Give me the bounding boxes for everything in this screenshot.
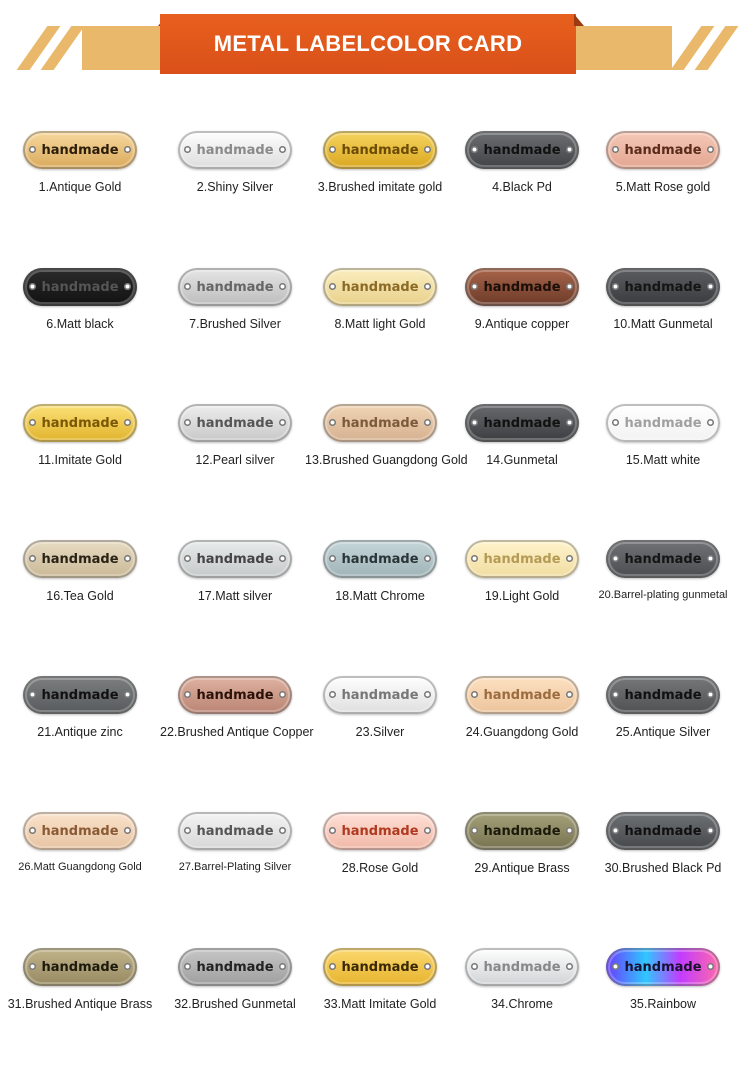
rivet-hole-icon: [424, 555, 431, 562]
label-engraving: handmade: [341, 959, 419, 975]
metal-label-sample: [323, 268, 437, 306]
swatch-item: [160, 529, 310, 629]
rivet-hole-icon: [707, 827, 714, 834]
metal-label-sample: [23, 131, 137, 169]
swatch-item: [305, 801, 455, 901]
metal-label-sample: [465, 268, 579, 306]
metal-label-sample: [606, 812, 720, 850]
rivet-hole-icon: [424, 146, 431, 153]
rivet-hole-icon: [279, 691, 286, 698]
finish-name: 30.Brushed Black Pd: [604, 861, 722, 875]
swatch-item: [447, 937, 597, 1037]
finish-name: 33.Matt Imitate Gold: [323, 997, 437, 1011]
label-engraving: handmade: [341, 279, 419, 295]
rivet-hole-icon: [29, 691, 36, 698]
label-engraving: handmade: [483, 415, 561, 431]
swatch-item: [5, 801, 155, 901]
label-engraving: handmade: [341, 142, 419, 158]
rivet-hole-icon: [29, 419, 36, 426]
rivet-hole-icon: [329, 283, 336, 290]
metal-label-sample: [323, 676, 437, 714]
swatch-item: [447, 120, 597, 220]
swatch-row: [0, 937, 750, 1073]
finish-name: 27.Barrel-Plating Silver: [178, 861, 292, 873]
swatch-item: [588, 257, 738, 357]
metal-label-sample: [23, 268, 137, 306]
finish-name: 7.Brushed Silver: [189, 317, 281, 331]
swatch-item: [160, 665, 314, 765]
rivet-hole-icon: [566, 691, 573, 698]
label-engraving: handmade: [196, 551, 274, 567]
finish-name: 35.Rainbow: [629, 997, 696, 1011]
rivet-hole-icon: [471, 827, 478, 834]
rivet-hole-icon: [566, 963, 573, 970]
decor-bar-right: [576, 26, 672, 70]
swatch-item: [160, 937, 310, 1037]
swatch-item: [5, 937, 155, 1037]
label-engraving: handmade: [341, 551, 419, 567]
page-title: METAL LABELCOLOR CARD: [160, 14, 576, 74]
metal-label-sample: [323, 540, 437, 578]
rivet-hole-icon: [566, 283, 573, 290]
label-engraving: handmade: [341, 687, 419, 703]
finish-name: 25.Antique Silver: [615, 725, 711, 739]
label-engraving: handmade: [483, 142, 561, 158]
rivet-hole-icon: [612, 146, 619, 153]
swatch-row: [0, 529, 750, 665]
finish-name: 4.Black Pd: [492, 180, 552, 194]
finish-name: 29.Antique Brass: [474, 861, 570, 875]
label-engraving: handmade: [196, 959, 274, 975]
label-engraving: handmade: [624, 959, 702, 975]
metal-label-sample: [323, 131, 437, 169]
rivet-hole-icon: [184, 827, 191, 834]
rivet-hole-icon: [471, 419, 478, 426]
finish-name: 19.Light Gold: [484, 589, 560, 603]
metal-label-sample: [178, 676, 292, 714]
rivet-hole-icon: [612, 827, 619, 834]
rivet-hole-icon: [329, 691, 336, 698]
rivet-hole-icon: [424, 419, 431, 426]
finish-name: 17.Matt silver: [197, 589, 273, 603]
rivet-hole-icon: [329, 419, 336, 426]
label-engraving: handmade: [41, 959, 119, 975]
metal-label-sample: [465, 540, 579, 578]
rivet-hole-icon: [29, 827, 36, 834]
metal-label-sample: [323, 404, 437, 442]
finish-name: 12.Pearl silver: [195, 453, 275, 467]
label-engraving: handmade: [196, 142, 274, 158]
finish-name: 13.Brushed Guangdong Gold: [305, 453, 468, 467]
label-engraving: handmade: [624, 142, 702, 158]
label-engraving: handmade: [341, 823, 419, 839]
rivet-hole-icon: [279, 283, 286, 290]
label-engraving: handmade: [196, 279, 274, 295]
swatch-item: [447, 529, 597, 629]
metal-label-sample: [178, 404, 292, 442]
label-engraving: handmade: [196, 687, 274, 703]
rivet-hole-icon: [279, 146, 286, 153]
label-engraving: handmade: [624, 687, 702, 703]
finish-name: 28.Rose Gold: [341, 861, 419, 875]
label-engraving: handmade: [624, 279, 702, 295]
swatch-item: [5, 257, 155, 357]
header: [0, 0, 750, 80]
swatch-item: [305, 120, 455, 220]
metal-label-sample: [465, 948, 579, 986]
rivet-hole-icon: [329, 555, 336, 562]
metal-label-sample: [323, 948, 437, 986]
label-engraving: handmade: [41, 551, 119, 567]
metal-label-sample: [606, 948, 720, 986]
rivet-hole-icon: [424, 963, 431, 970]
label-engraving: handmade: [624, 551, 702, 567]
rivet-hole-icon: [29, 283, 36, 290]
rivet-hole-icon: [124, 827, 131, 834]
swatch-item: [447, 393, 597, 493]
rivet-hole-icon: [471, 963, 478, 970]
label-engraving: handmade: [41, 687, 119, 703]
rivet-hole-icon: [279, 419, 286, 426]
swatch-row: [0, 801, 750, 937]
rivet-hole-icon: [612, 555, 619, 562]
label-engraving: handmade: [624, 415, 702, 431]
finish-name: 9.Antique copper: [474, 317, 570, 331]
finish-name: 32.Brushed Gunmetal: [174, 997, 296, 1011]
finish-name: 21.Antique zinc: [37, 725, 123, 739]
swatch-item: [5, 393, 155, 493]
swatch-item: [5, 665, 155, 765]
rivet-hole-icon: [184, 555, 191, 562]
rivet-hole-icon: [566, 419, 573, 426]
rivet-hole-icon: [707, 691, 714, 698]
finish-name: 3.Brushed imitate gold: [317, 180, 443, 194]
swatch-item: [160, 801, 310, 901]
swatch-item: [588, 937, 738, 1037]
finish-name: 24.Guangdong Gold: [465, 725, 579, 739]
metal-label-sample: [23, 540, 137, 578]
rivet-hole-icon: [707, 283, 714, 290]
finish-name: 20.Barrel-plating gunmetal: [598, 589, 728, 601]
finish-name: 31.Brushed Antique Brass: [7, 997, 153, 1011]
finish-name: 23.Silver: [355, 725, 405, 739]
rivet-hole-icon: [612, 691, 619, 698]
rivet-hole-icon: [29, 963, 36, 970]
rivet-hole-icon: [124, 419, 131, 426]
rivet-hole-icon: [184, 691, 191, 698]
rivet-hole-icon: [471, 691, 478, 698]
rivet-hole-icon: [566, 146, 573, 153]
label-engraving: handmade: [483, 687, 561, 703]
metal-label-sample: [323, 812, 437, 850]
finish-name: 26.Matt Guangdong Gold: [18, 861, 142, 873]
banner-fold-right: [574, 14, 584, 26]
label-engraving: handmade: [196, 823, 274, 839]
rivet-hole-icon: [424, 283, 431, 290]
rivet-hole-icon: [184, 146, 191, 153]
label-engraving: handmade: [483, 279, 561, 295]
finish-name: 11.Imitate Gold: [38, 453, 122, 467]
metal-label-sample: [606, 676, 720, 714]
swatch-item: [588, 665, 738, 765]
rivet-hole-icon: [707, 419, 714, 426]
swatch-item: [447, 665, 597, 765]
rivet-hole-icon: [279, 555, 286, 562]
finish-name: 22.Brushed Antique Copper: [160, 725, 314, 739]
label-engraving: handmade: [196, 415, 274, 431]
swatch-item: [305, 257, 455, 357]
metal-label-sample: [178, 540, 292, 578]
swatch-item: [305, 529, 455, 629]
swatch-item: [588, 120, 738, 220]
rivet-hole-icon: [612, 419, 619, 426]
swatch-row: [0, 257, 750, 393]
rivet-hole-icon: [329, 827, 336, 834]
rivet-hole-icon: [29, 146, 36, 153]
label-engraving: handmade: [41, 415, 119, 431]
rivet-hole-icon: [471, 555, 478, 562]
rivet-hole-icon: [184, 419, 191, 426]
metal-label-sample: [606, 268, 720, 306]
rivet-hole-icon: [329, 963, 336, 970]
rivet-hole-icon: [279, 963, 286, 970]
metal-label-sample: [465, 404, 579, 442]
rivet-hole-icon: [707, 963, 714, 970]
rivet-hole-icon: [29, 555, 36, 562]
metal-label-sample: [178, 948, 292, 986]
swatch-item: [588, 529, 738, 629]
rivet-hole-icon: [707, 146, 714, 153]
rivet-hole-icon: [124, 963, 131, 970]
metal-label-sample: [23, 676, 137, 714]
rivet-hole-icon: [471, 283, 478, 290]
swatch-item: [160, 393, 310, 493]
finish-name: 1.Antique Gold: [38, 180, 122, 194]
rivet-hole-icon: [124, 146, 131, 153]
swatch-item: [588, 393, 738, 493]
metal-label-sample: [178, 268, 292, 306]
rivet-hole-icon: [424, 827, 431, 834]
metal-label-sample: [465, 676, 579, 714]
rivet-hole-icon: [124, 555, 131, 562]
metal-label-sample: [606, 540, 720, 578]
swatch-item: [447, 801, 597, 901]
finish-name: 15.Matt white: [625, 453, 701, 467]
swatch-row: [0, 665, 750, 801]
rivet-hole-icon: [424, 691, 431, 698]
swatch-item: [305, 665, 455, 765]
metal-label-sample: [23, 404, 137, 442]
label-engraving: handmade: [483, 551, 561, 567]
rivet-hole-icon: [612, 283, 619, 290]
swatch-item: [5, 529, 155, 629]
finish-name: 10.Matt Gunmetal: [613, 317, 713, 331]
finish-name: 8.Matt light Gold: [334, 317, 426, 331]
rivet-hole-icon: [566, 827, 573, 834]
swatch-item: [160, 257, 310, 357]
label-engraving: handmade: [41, 279, 119, 295]
swatch-item: [305, 393, 468, 493]
rivet-hole-icon: [184, 283, 191, 290]
finish-name: 16.Tea Gold: [46, 589, 114, 603]
metal-label-sample: [465, 812, 579, 850]
label-engraving: handmade: [624, 823, 702, 839]
rivet-hole-icon: [279, 827, 286, 834]
label-engraving: handmade: [483, 823, 561, 839]
swatch-item: [447, 257, 597, 357]
swatch-item: [5, 120, 155, 220]
rivet-hole-icon: [184, 963, 191, 970]
finish-name: 18.Matt Chrome: [335, 589, 425, 603]
rivet-hole-icon: [329, 146, 336, 153]
finish-name: 6.Matt black: [46, 317, 114, 331]
finish-name: 34.Chrome: [491, 997, 553, 1011]
swatch-row: [0, 393, 750, 529]
rivet-hole-icon: [612, 963, 619, 970]
finish-name: 5.Matt Rose gold: [615, 180, 711, 194]
metal-label-sample: [465, 131, 579, 169]
finish-name: 14.Gunmetal: [486, 453, 558, 467]
label-engraving: handmade: [41, 823, 119, 839]
swatch-row: [0, 120, 750, 256]
metal-label-sample: [178, 812, 292, 850]
rivet-hole-icon: [124, 691, 131, 698]
metal-label-sample: [178, 131, 292, 169]
swatch-item: [305, 937, 455, 1037]
label-engraving: handmade: [483, 959, 561, 975]
swatch-item: [588, 801, 738, 901]
label-engraving: handmade: [41, 142, 119, 158]
metal-label-sample: [606, 404, 720, 442]
swatch-item: [160, 120, 310, 220]
rivet-hole-icon: [707, 555, 714, 562]
finish-name: 2.Shiny Silver: [196, 180, 274, 194]
label-engraving: handmade: [341, 415, 419, 431]
metal-label-sample: [23, 948, 137, 986]
metal-label-sample: [23, 812, 137, 850]
decor-bar-left: [82, 26, 160, 70]
rivet-hole-icon: [124, 283, 131, 290]
rivet-hole-icon: [566, 555, 573, 562]
rivet-hole-icon: [471, 146, 478, 153]
metal-label-sample: [606, 131, 720, 169]
